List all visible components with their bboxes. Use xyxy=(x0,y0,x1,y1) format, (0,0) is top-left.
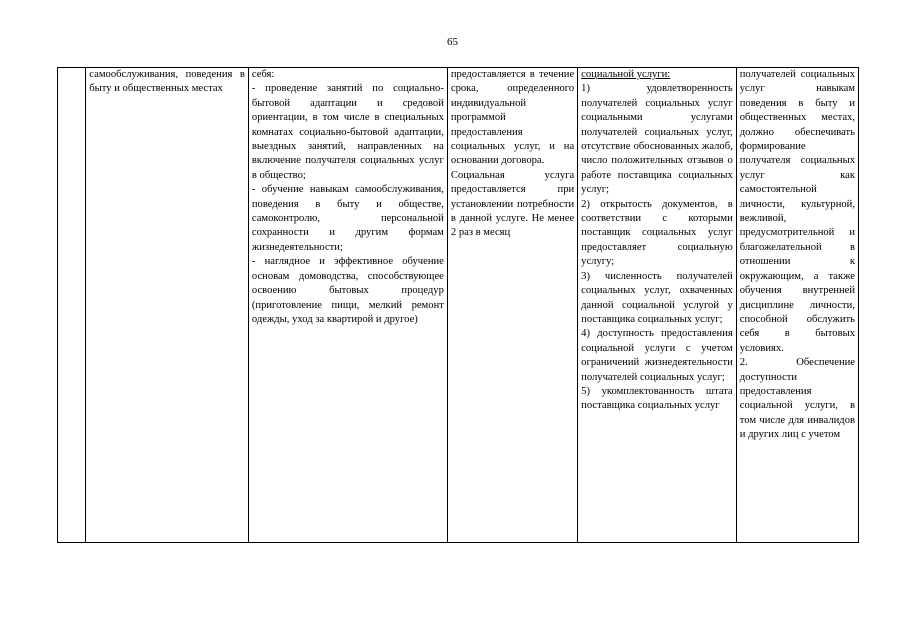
number-cell xyxy=(58,68,86,543)
description-line: - проведение занятий по социально-бытовой адаптации и средовой ориентации, в том числе в специальных комнатах социально-бытовой адаптации, выездных занятий, направленных на включение получателя социальных услуг в общество; xyxy=(251,83,444,181)
description-line: - наглядное и эффективное обучение основам домоводства, способствующее освоению бытовых процедур (приготовление пищи, мелкий ремонт одежды, уход за квартирой и другое) xyxy=(251,256,444,325)
services-table xyxy=(57,67,859,543)
indicator-item: 5) укомплектованность штата поставщика социальных услуг xyxy=(581,385,733,412)
quality-indicators-cell xyxy=(578,68,737,543)
indicator-item: 3) численность получателей социальных услуг, охваченных данной социальной услугой у поставщика социальных услуг; xyxy=(581,270,733,325)
terms-line: предоставляется в течение срока, определенного индивидуальной программой предоставления социальных услуг, и на основании договора. xyxy=(450,69,575,167)
table-row xyxy=(58,68,859,543)
indicators-heading: социальной услуги: xyxy=(581,69,671,80)
description-line: себя: xyxy=(251,69,275,80)
condition-item: 2. Обеспечение доступности предоставления социальной услуги, в том числе для инвалидов и других лиц с учетом xyxy=(739,357,855,441)
service-name-text: самообслуживания, поведения в быту и общественных местах xyxy=(89,69,245,95)
page-number: 65 xyxy=(447,36,458,48)
indicator-item: 2) открытость документов, в соответствии с которыми поставщик социальных услуг предоставляет социальную услугу; xyxy=(581,198,733,268)
service-name-cell xyxy=(86,68,249,543)
condition-item: получателей социальных услуг навыкам поведения в быту и общественных местах, должно обеспечивать формирование получателя социальных услуг как самостоятельной личности, культурной, вежливой, предусмотрительной и благожелательной в отношении к окружающим, а также обучения внутренней дисциплине личности, способной обслужить себя в бытовых условиях. xyxy=(739,69,855,354)
description-line: - обучение навыкам самообслуживания, поведения в быту и обществе, самоконтролю, персональной сохранности и другим формам жизнедеятельности; xyxy=(251,184,444,253)
service-terms-cell xyxy=(447,68,577,543)
evaluation-conditions-cell xyxy=(736,68,858,543)
service-description-cell xyxy=(248,68,447,543)
terms-line: Социальная услуга предоставляется при установлении потребности в данной услуге. Не менее 2 раз в месяц xyxy=(450,169,575,239)
indicator-item: 4) доступность предоставления социальной услуги с учетом ограничений жизнедеятельности получателей социальных услуг; xyxy=(581,328,733,383)
indicator-item: 1) удовлетворенность получателей социальных услуг социальными услугами получателей социальных услуг, отсутствие обоснованных жалоб, число положительных отзывов о работе поставщика социальных услуг; xyxy=(581,83,733,196)
